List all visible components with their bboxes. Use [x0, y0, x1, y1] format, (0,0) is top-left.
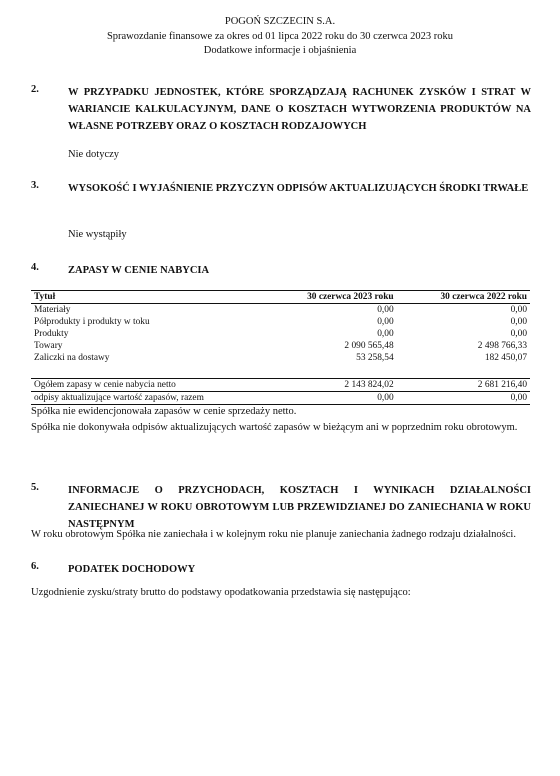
- value-2023: 0,00: [377, 305, 394, 315]
- table-header-row: [31, 291, 530, 304]
- total-label: Ogółem zapasy w cenie nabycia netto: [31, 379, 251, 392]
- row-label: Zaliczki na dostawy: [34, 353, 110, 363]
- section-title: INFORMACJE O PRZYCHODACH, KOSZTACH I WYNIKACH DZIAŁALNOŚCI ZANIECHANEJ W ROKU OBROTOWYM LUB PRZEWIDZIANEJ DO ZANIECHANIA W ROKU NASTĘPNYM: [68, 485, 531, 530]
- section-title: PODATEK DOCHODOWY: [68, 564, 196, 575]
- section-2-body: Nie dotyczy: [68, 149, 120, 160]
- table-row: [31, 340, 530, 352]
- inventory-table: [31, 290, 530, 405]
- column-header: Tytuł: [31, 291, 251, 304]
- section-number: 4.: [31, 262, 39, 273]
- column-header: 30 czerwca 2022 roku: [397, 291, 530, 304]
- section-3-body: Nie wystąpiły: [68, 229, 127, 240]
- value-2023: 0,00: [377, 317, 394, 327]
- company-name: POGOŃ SZCZECIN S.A.: [224, 16, 336, 27]
- section-title: ZAPASY W CENIE NABYCIA: [68, 265, 210, 276]
- value-2023: 0,00: [377, 329, 394, 339]
- row-label: Produkty: [34, 329, 69, 339]
- report-subtitle: Dodatkowe informacje i objaśnienia: [203, 45, 357, 56]
- inventory-note-2: Spółka nie dokonywała odpisów aktualizujących wartość zapasów w bieżącym ani w poprzednim roku obrotowym.: [31, 422, 518, 433]
- total-2023: 2 143 824,02: [251, 379, 397, 392]
- value-2022: 0,00: [510, 317, 527, 327]
- value-2022: 182 450,07: [484, 353, 527, 363]
- writeoffs-2022: 0,00: [397, 392, 530, 405]
- writeoffs-2023: 0,00: [251, 392, 397, 405]
- table-row: [31, 328, 530, 340]
- section-number: 5.: [31, 482, 39, 493]
- section-title: WYSOKOŚĆ I WYJAŚNIENIE PRZYCZYN ODPISÓW AKTUALIZUJĄCYCH ŚRODKI TRWAŁE: [68, 183, 529, 194]
- section-number: 3.: [31, 180, 39, 191]
- table-row: [31, 304, 530, 317]
- table-total-row: [31, 379, 530, 392]
- table-row: [31, 352, 530, 364]
- value-2022: 0,00: [510, 305, 527, 315]
- column-header: 30 czerwca 2023 roku: [251, 291, 397, 304]
- writeoffs-label: odpisy aktualizujące wartość zapasów, razem: [31, 392, 251, 405]
- report-period: Sprawozdanie finansowe za okres od 01 lipca 2022 roku do 30 czerwca 2023 roku: [106, 30, 454, 42]
- value-2022: 0,00: [510, 329, 527, 339]
- page-header: [0, 15, 560, 59]
- row-label: Materiały: [34, 305, 71, 315]
- section-5-body: W roku obrotowym Spółka nie zaniechała i w kolejnym roku nie planuje zaniechania żadnego rodzaju działalności.: [31, 529, 516, 540]
- value-2022: 2 498 766,33: [477, 341, 527, 351]
- total-2022: 2 681 216,40: [397, 379, 530, 392]
- table-writeoffs-row: [31, 392, 530, 405]
- value-2023: 2 090 565,48: [344, 341, 394, 351]
- row-label: Towary: [34, 341, 63, 351]
- section-title: W PRZYPADKU JEDNOSTEK, KTÓRE SPORZĄDZAJĄ RACHUNEK ZYSKÓW I STRAT W WARIANCIE KALKULACYJNYM, DANE O KOSZTACH WYTWORZENIA PRODUKTÓW NA WŁASNE POTRZEBY ORAZ O KOSZTACH RODZAJOWYCH: [68, 87, 531, 132]
- section-number: 2.: [31, 84, 39, 95]
- table-row: [31, 316, 530, 328]
- section-number: 6.: [31, 561, 39, 572]
- inventory-note-1: Spółka nie ewidencjonowała zapasów w cenie sprzedaży netto.: [31, 406, 297, 417]
- table-spacer-row: [31, 364, 530, 379]
- section-6-body: Uzgodnienie zysku/straty brutto do podstawy opodatkowania przedstawia się następująco:: [31, 587, 411, 598]
- row-label: Półprodukty i produkty w toku: [34, 317, 150, 327]
- value-2023: 53 258,54: [356, 353, 394, 363]
